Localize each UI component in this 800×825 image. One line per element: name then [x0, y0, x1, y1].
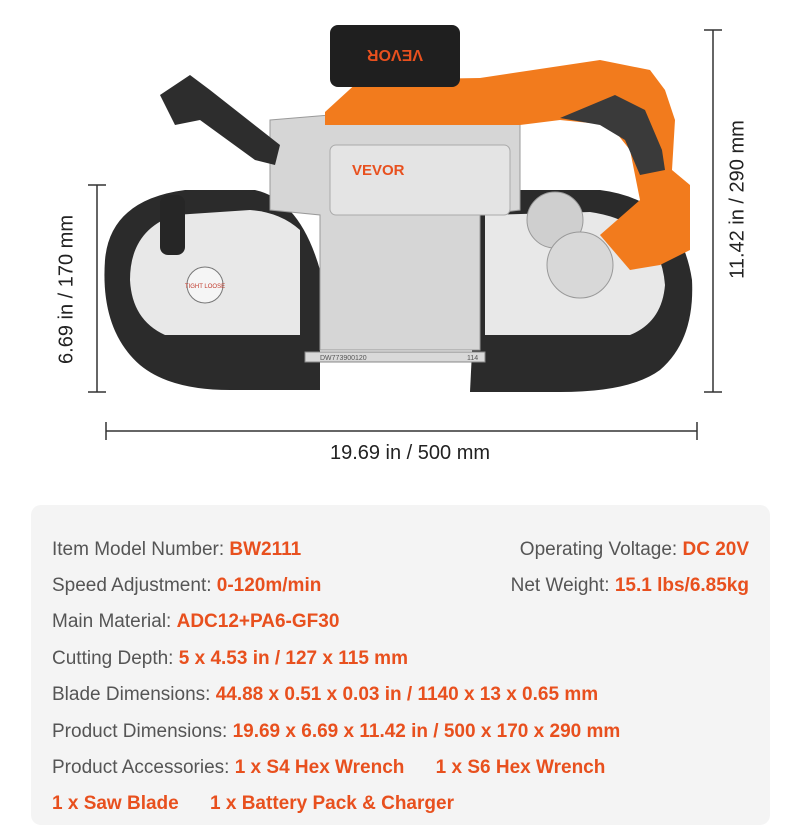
voltage-row	[520, 539, 749, 561]
accessory-3: 1 x Saw Blade	[52, 793, 179, 814]
product-dim-row	[52, 721, 620, 743]
weight-row	[511, 575, 749, 597]
tension-dial-text: TIGHT LOOSE	[184, 284, 226, 290]
accessory-1: 1 x S4 Hex Wrench	[234, 757, 405, 778]
material-value: ADC12+PA6-GF30	[176, 611, 340, 632]
body-brand-logo: VEVOR	[352, 162, 405, 179]
model-value: BW2111	[229, 539, 302, 560]
product-dim-value: 19.69 x 6.69 x 11.42 in / 500 x 170 x 290 mm	[232, 721, 621, 742]
tension-knob	[160, 195, 185, 255]
accessory-4: 1 x Battery Pack & Charger	[210, 793, 454, 814]
specifications-panel	[31, 505, 770, 825]
product-dim-label: Product Dimensions:	[52, 721, 228, 742]
lower-pulley	[547, 232, 613, 298]
blade-row	[52, 684, 598, 706]
depth-value: 5 x 4.53 in / 127 x 115 mm	[178, 648, 408, 669]
speed-label: Speed Adjustment:	[52, 575, 212, 596]
blade-code-right: 114	[467, 355, 479, 362]
accessories-row-2	[52, 793, 454, 815]
motor-housing	[330, 145, 510, 215]
accessory-2: 1 x S6 Hex Wrench	[435, 757, 606, 778]
right-height-label: 11.42 in / 290 mm	[726, 120, 749, 279]
weight-label: Net Weight:	[510, 575, 610, 596]
model-row	[52, 539, 301, 561]
accessories-label: Product Accessories:	[52, 757, 230, 778]
material-label: Main Material:	[52, 611, 172, 632]
left-height-label: 6.69 in / 170 mm	[55, 215, 78, 364]
material-row	[52, 611, 339, 633]
weight-value: 15.1 lbs/6.85kg	[614, 575, 749, 596]
voltage-value: DC 20V	[682, 539, 749, 560]
model-label: Item Model Number:	[52, 539, 225, 560]
front-handle	[160, 75, 280, 165]
blade-value: 44.88 x 0.51 x 0.03 in / 1140 x 13 x 0.65 mm	[215, 684, 599, 705]
width-label: 19.69 in / 500 mm	[329, 442, 491, 464]
voltage-label: Operating Voltage:	[519, 539, 678, 560]
speed-value: 0-120m/min	[216, 575, 322, 596]
battery-brand-logo: VEVOR	[366, 46, 424, 63]
blade-label: Blade Dimensions:	[52, 684, 211, 705]
accessories-row	[52, 757, 605, 779]
blade-code: DW773900120	[320, 355, 367, 362]
depth-row	[52, 648, 408, 670]
speed-row	[52, 575, 321, 597]
depth-label: Cutting Depth:	[52, 648, 174, 669]
